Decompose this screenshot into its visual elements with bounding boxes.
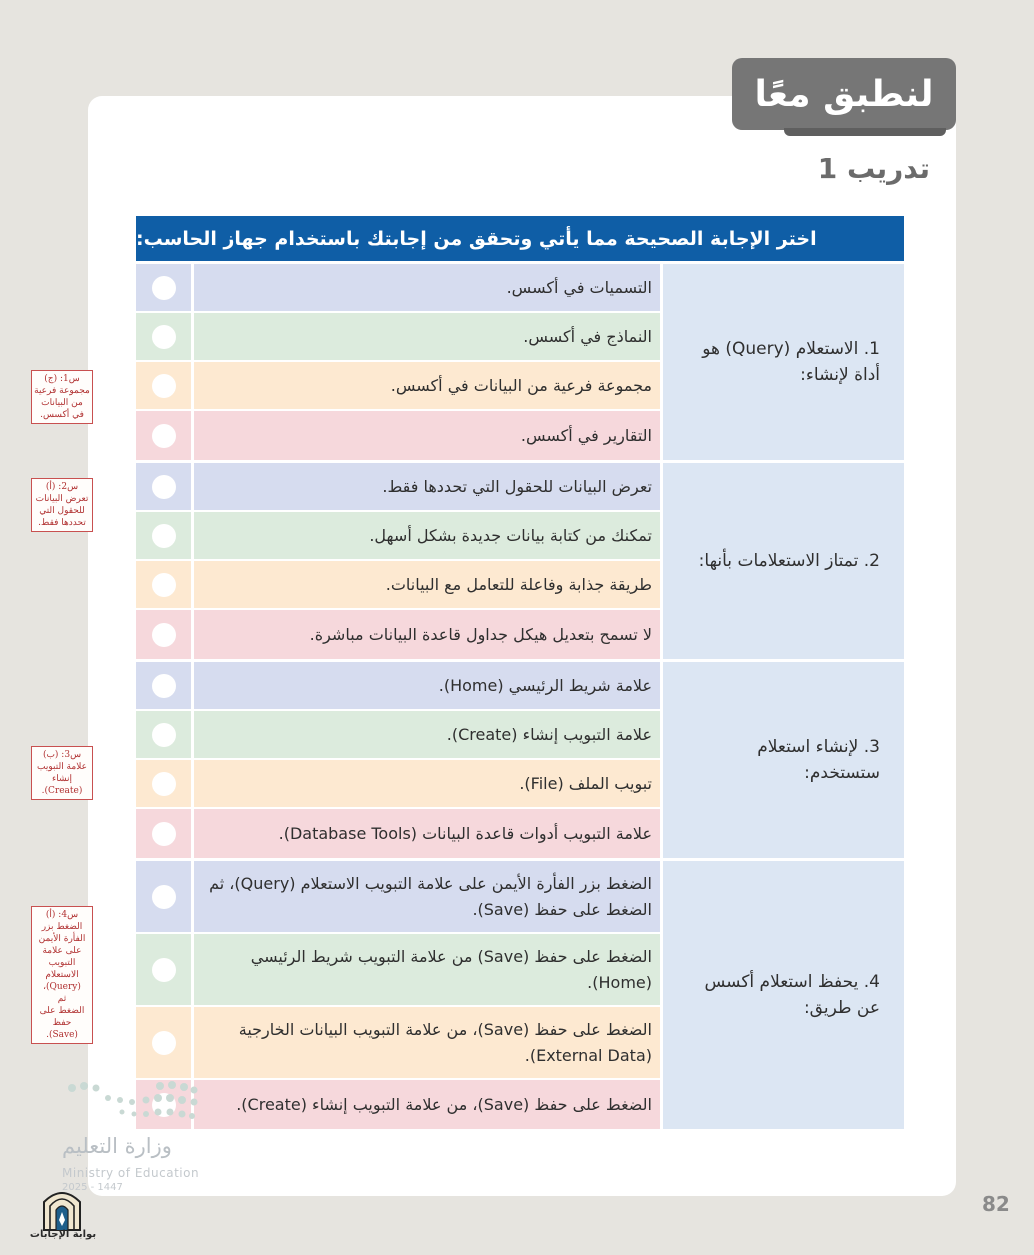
radio-cell xyxy=(136,561,194,608)
option-row[interactable] xyxy=(136,809,660,858)
radio-button[interactable] xyxy=(152,822,176,846)
radio-button[interactable] xyxy=(152,475,176,499)
option-text: الضغط بزر الفأرة الأيمن على علامة التبويب الاستعلام (Query)، ثم الضغط على حفظ (Save). xyxy=(194,861,660,932)
mosque-door-logo-icon xyxy=(40,1186,84,1232)
radio-cell xyxy=(136,264,194,311)
radio-button[interactable] xyxy=(152,772,176,796)
option-text: طريقة جذابة وفاعلة للتعامل مع البيانات. xyxy=(194,561,660,608)
question-group-1 xyxy=(136,264,904,463)
options-list xyxy=(136,662,660,858)
options-list xyxy=(136,861,660,1129)
quiz-instructions-bar xyxy=(136,216,904,264)
option-row[interactable] xyxy=(136,264,660,313)
quiz-instructions: اختر الإجابة الصحيحة مما يأتي وتحقق من إجابتك باستخدام جهاز الحاسب: xyxy=(136,227,817,250)
question-group-2 xyxy=(136,463,904,662)
ministry-name-english: Ministry of Education xyxy=(62,1166,200,1180)
radio-cell xyxy=(136,662,194,709)
question-stem: 4. يحفظ استعلام أكسس عن طريق: xyxy=(660,861,904,1129)
option-row[interactable] xyxy=(136,1007,660,1080)
radio-cell xyxy=(136,934,194,1005)
radio-cell xyxy=(136,809,194,858)
question-stem: 3. لإنشاء استعلام ستستخدم: xyxy=(660,662,904,858)
question-group-4 xyxy=(136,861,904,1132)
page-number: 82 xyxy=(982,1192,1010,1216)
option-row[interactable] xyxy=(136,861,660,934)
section-title-tab xyxy=(732,58,956,130)
exercise-title: تدريب 1 xyxy=(817,152,930,185)
option-row[interactable] xyxy=(136,934,660,1007)
ministry-year: 2025 - 1447 xyxy=(62,1182,123,1193)
radio-cell xyxy=(136,610,194,659)
option-text: تمكنك من كتابة بيانات جديدة بشكل أسهل. xyxy=(194,512,660,559)
option-row[interactable] xyxy=(136,1080,660,1129)
option-row[interactable] xyxy=(136,711,660,760)
radio-cell xyxy=(136,760,194,807)
logo-caption: بوابة الإجابات xyxy=(29,1229,97,1240)
radio-cell xyxy=(136,1007,194,1078)
quiz-table xyxy=(136,216,904,1132)
answer-note-3: س3: (ب) علامة التبويب إنشاء (Create). xyxy=(31,746,93,800)
option-text: علامة التبويب إنشاء (Create). xyxy=(194,711,660,758)
radio-button[interactable] xyxy=(152,958,176,982)
option-text: علامة شريط الرئيسي (Home). xyxy=(194,662,660,709)
radio-cell xyxy=(136,861,194,932)
option-text: النماذج في أكسس. xyxy=(194,313,660,360)
radio-button[interactable] xyxy=(152,276,176,300)
radio-cell xyxy=(136,512,194,559)
option-text: تبويب الملف (File). xyxy=(194,760,660,807)
radio-button[interactable] xyxy=(152,674,176,698)
radio-button[interactable] xyxy=(152,723,176,747)
answer-note-1: س1: (ج) مجموعة فرعية من البيانات في أكسس. xyxy=(31,370,93,424)
radio-cell xyxy=(136,463,194,510)
option-text: الضغط على حفظ (Save) من علامة التبويب شريط الرئيسي (Home). xyxy=(194,934,660,1005)
radio-button[interactable] xyxy=(152,374,176,398)
option-row[interactable] xyxy=(136,463,660,512)
option-text: التقارير في أكسس. xyxy=(194,411,660,460)
radio-button[interactable] xyxy=(152,573,176,597)
radio-button[interactable] xyxy=(152,524,176,548)
radio-cell xyxy=(136,313,194,360)
options-list xyxy=(136,463,660,659)
option-row[interactable] xyxy=(136,561,660,610)
question-stem: 1. الاستعلام (Query) هو أداة لإنشاء: xyxy=(660,264,904,460)
option-row[interactable] xyxy=(136,362,660,411)
radio-button[interactable] xyxy=(152,424,176,448)
answer-note-2: س2: (أ) تعرض البيانات للحقول التي تحددها فقط. xyxy=(31,478,93,532)
question-group-3 xyxy=(136,662,904,861)
option-row[interactable] xyxy=(136,662,660,711)
ministry-name-arabic: وزارة التعليم xyxy=(62,1134,172,1158)
radio-button[interactable] xyxy=(152,885,176,909)
section-title: لنطبق معًا xyxy=(754,73,934,115)
option-text: لا تسمح بتعديل هيكل جداول قاعدة البيانات مباشرة. xyxy=(194,610,660,659)
options-list xyxy=(136,264,660,460)
radio-button[interactable] xyxy=(152,1031,176,1055)
option-text: علامة التبويب أدوات قاعدة البيانات (Database Tools). xyxy=(194,809,660,858)
option-text: تعرض البيانات للحقول التي تحددها فقط. xyxy=(194,463,660,510)
option-text: الضغط على حفظ (Save)، من علامة التبويب البيانات الخارجية (External Data). xyxy=(194,1007,660,1078)
radio-cell xyxy=(136,711,194,758)
radio-button[interactable] xyxy=(152,325,176,349)
question-stem: 2. تمتاز الاستعلامات بأنها: xyxy=(660,463,904,659)
radio-cell xyxy=(136,411,194,460)
option-text: التسميات في أكسس. xyxy=(194,264,660,311)
option-text: الضغط على حفظ (Save)، من علامة التبويب إنشاء (Create). xyxy=(194,1080,660,1129)
option-row[interactable] xyxy=(136,610,660,659)
option-text: مجموعة فرعية من البيانات في أكسس. xyxy=(194,362,660,409)
option-row[interactable] xyxy=(136,512,660,561)
option-row[interactable] xyxy=(136,411,660,460)
answer-note-4: س4: (أ) الضغط بزر الفأرة الأيمن على علامة التبويب الاستعلام (Query)، ثم الضغط على حفظ (Save). xyxy=(31,906,93,1044)
radio-cell xyxy=(136,362,194,409)
radio-button[interactable] xyxy=(152,623,176,647)
option-row[interactable] xyxy=(136,313,660,362)
ministry-logo-icon xyxy=(62,1080,202,1124)
option-row[interactable] xyxy=(136,760,660,809)
